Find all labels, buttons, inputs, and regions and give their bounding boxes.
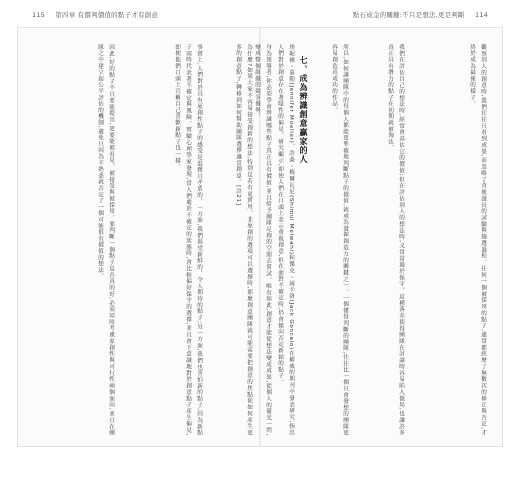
- right-page-header: [353, 10, 488, 19]
- right-page-number: 114: [474, 11, 488, 19]
- left-paragraph-1: 為什麼?如果大家不容易接受創新的想法,特別是若有更實用、非原創的選項可以選擇時,那麼創意團隊就可能需要把創意的焦點從如何產生更多的創意點子,轉移到如何幫助團隊選擇適當創意。[註21]: [235, 44, 252, 436]
- section-heading: 七、成為辨識創意贏家的人: [299, 56, 308, 164]
- right-section-paragraph-2: 身為領導者,你必須學會辨識哪些點子真正具有價值,並且給予團隊足夠的空間去嘗試。唯有如此,創意才能從想法變成成果,從個人的靈光一閃,變成整個組織的競爭優勢。: [254, 44, 271, 436]
- left-paragraph-3: 因此,好的點子不只要能提出,更要能被看見、被接受與被採用。要判斷一個點子是否真的好,必須同時考慮原創性與可行性兩個面向,並且在團隊之中建立起公平評估的機制,避免只因為不熟悉就否定了一個可能很有價值的想法。: [97, 44, 114, 436]
- left-running-header: 第四章 有價判價值的點子才有創意: [55, 11, 159, 19]
- left-page-number: 115: [32, 11, 46, 19]
- right-paragraph-3: 所以,如何讓團隊中的每個人都能更準確地判斷點子的價值,就成為發揮創造力的關鍵之一。一個懂得判斷的團隊,往往比一個只會發想的團隊更容易創造出成功的作品。: [331, 44, 348, 436]
- right-running-header: 點石成金的關鍵:不只是想法,更是判斷: [352, 11, 465, 19]
- right-section-paragraph-1: 珍妮佛・慕勒(Jennifer Mueller)、許桑・梅爾瓦尼(Shimul Melwani)和傑克・岡卡洛(Jack Goncalo)在權威的期刊中發表研究,指出人們對於創意存在著隱性的偏見。研究顯示,即使人們在口頭上表示重視創意,但在面對不確定時,仍會傾向否定新穎的點子。: [277, 44, 294, 436]
- right-paragraph-1: 觀察別人的創意時,我們往往只看到成果,而忽略了背後漫長的試驗與篩選過程。任何一個被採用的點子,通常都經歷了無數次的修正與否定,才終於成為最後的樣子。: [469, 44, 486, 436]
- right-paragraph-2: 我們在評估自己的想法時,經常會高估它的價值;但在評估別人的想法時,又常常過於保守。這種落差使得團隊在討論時容易陷入僵局,也讓許多真正具有潛力的點子在初期就被淘汰。: [387, 44, 404, 436]
- left-paragraph-2: 事實上,人們對於具有原創性點子的感受是混雜且矛盾的。一方面,我們渴望新鮮的、令人期待的點子;另一方面,我們也害怕新的點子,因為新點子同時代表著不確定與風險。實驗心理學家發現,當人們處於不確定的狀態時,會比較偏好保守的選擇,並且會下意識地對於創意點子產生偏見,即便他們口頭上宣稱自己喜歡新點子也一樣。: [174, 44, 202, 436]
- left-page-header: [32, 10, 158, 19]
